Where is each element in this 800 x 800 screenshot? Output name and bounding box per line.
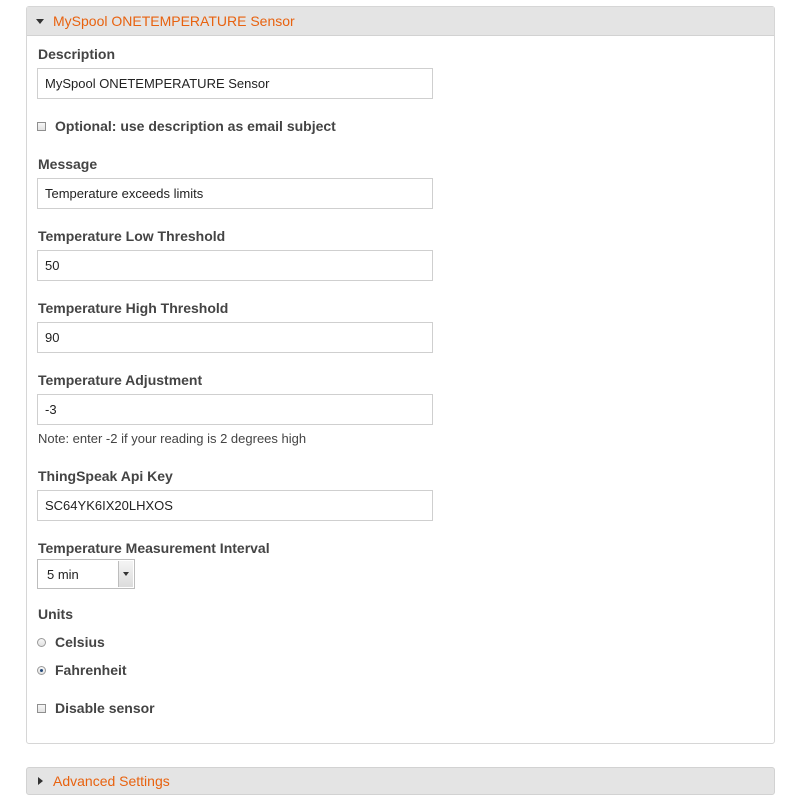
sensor-panel-header[interactable] — [27, 7, 774, 36]
chevron-down-icon[interactable] — [118, 561, 133, 587]
high-threshold-input[interactable] — [37, 322, 433, 353]
message-label: Message — [38, 156, 98, 172]
disable-sensor-option[interactable] — [37, 700, 155, 716]
description-label: Description — [38, 46, 116, 62]
interval-selected-value[interactable]: 5 min — [47, 566, 79, 582]
message-input[interactable] — [37, 178, 433, 209]
advanced-settings-title[interactable]: Advanced Settings — [53, 773, 170, 789]
advanced-settings-panel[interactable] — [26, 767, 775, 795]
adjustment-note: Note: enter -2 if your reading is 2 degrees high — [38, 431, 307, 446]
units-label: Units — [38, 606, 73, 622]
fahrenheit-label[interactable]: Fahrenheit — [55, 662, 127, 678]
adjustment-input[interactable] — [37, 394, 433, 425]
triangle-right-icon[interactable] — [27, 777, 53, 785]
celsius-label[interactable]: Celsius — [55, 634, 105, 650]
low-threshold-input[interactable] — [37, 250, 433, 281]
disable-sensor-checkbox[interactable] — [37, 704, 46, 713]
thingspeak-label: ThingSpeak Api Key — [38, 468, 173, 484]
interval-label: Temperature Measurement Interval — [38, 540, 270, 556]
email-subject-label[interactable]: Optional: use description as email subject — [55, 118, 336, 134]
triangle-down-icon[interactable] — [27, 19, 53, 24]
disable-sensor-label[interactable]: Disable sensor — [55, 700, 155, 716]
interval-select[interactable] — [37, 559, 135, 589]
email-subject-checkbox[interactable] — [37, 122, 46, 131]
sensor-panel-title[interactable]: MySpool ONETEMPERATURE Sensor — [53, 13, 295, 29]
description-input[interactable] — [37, 68, 433, 99]
units-option-celsius[interactable] — [37, 634, 105, 650]
thingspeak-api-key-input[interactable] — [37, 490, 433, 521]
units-option-fahrenheit[interactable] — [37, 662, 127, 678]
celsius-radio[interactable] — [37, 638, 46, 647]
fahrenheit-radio[interactable] — [37, 666, 46, 675]
adjustment-label: Temperature Adjustment — [38, 372, 203, 388]
email-subject-option[interactable] — [37, 118, 336, 134]
high-threshold-label: Temperature High Threshold — [38, 300, 229, 316]
low-threshold-label: Temperature Low Threshold — [38, 228, 226, 244]
